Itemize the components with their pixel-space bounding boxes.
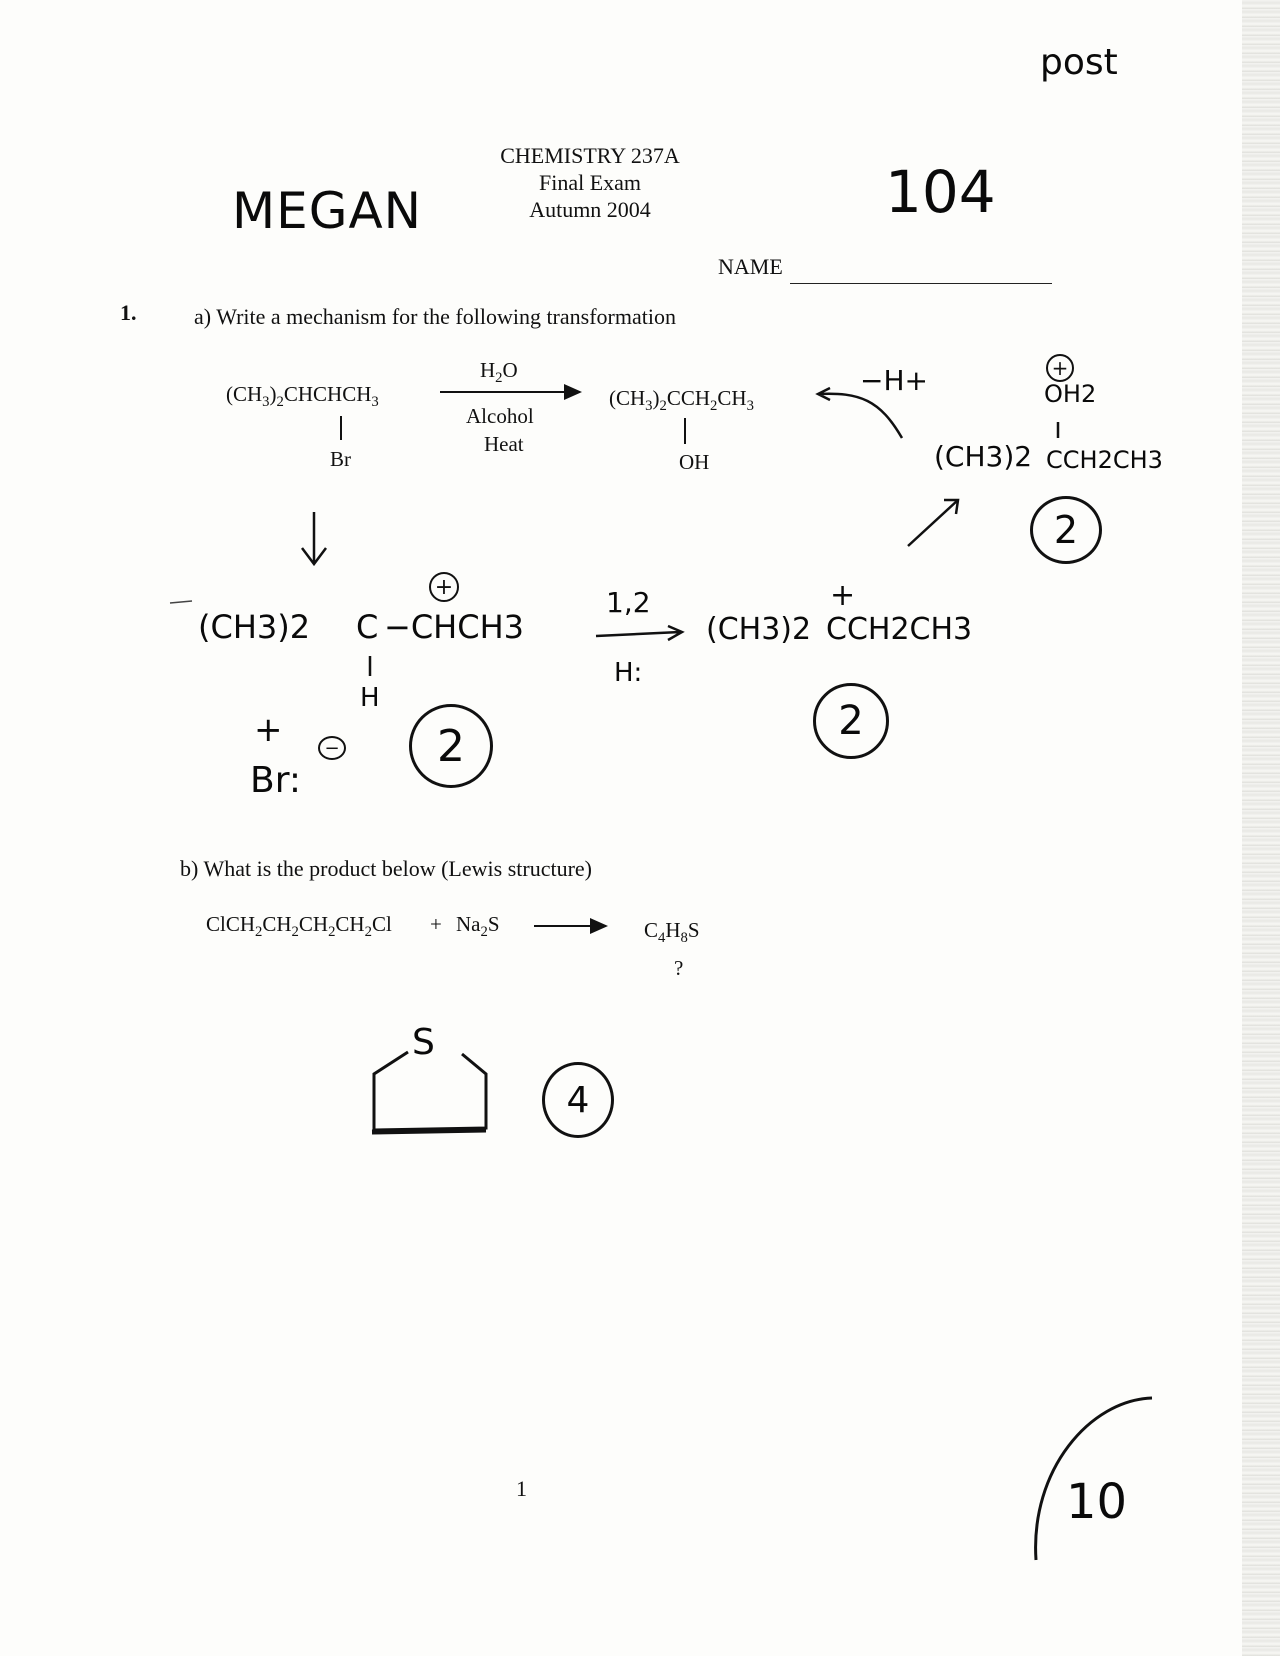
carbocation-2-charge: + [830, 578, 856, 613]
product-substituent: OH [679, 450, 710, 474]
reagent-alcohol: Alcohol [466, 404, 534, 428]
diagonal-arrow [908, 500, 958, 546]
part-b-text: What is the product below (Lewis structure) [203, 856, 592, 881]
part-b-reagent: $Na_2S$ [456, 912, 500, 941]
points-step1: 2 [409, 704, 493, 788]
reactant-substituent: Br [330, 447, 351, 471]
course-title: CHEMISTRY 237A [500, 143, 680, 168]
points-step2: 2 [813, 683, 889, 759]
post-annotation: post [1040, 42, 1118, 83]
leading-dash [170, 601, 192, 603]
reagent-water: $H_2O$ [480, 358, 518, 387]
part-a-text: Write a mechanism for the following transformation [216, 304, 676, 329]
exam-term: Autumn 2004 [529, 197, 651, 222]
carbocation-1-carbon: C [356, 608, 379, 646]
question-number: 1. [120, 300, 137, 325]
carbocation-2-left: (CH3)2 [706, 612, 812, 647]
thiolane-ring [374, 1052, 486, 1130]
part-b-label: b) [180, 856, 199, 881]
name-label: NAME [718, 254, 783, 279]
carbocation-1-left: (CH3)2 [198, 608, 311, 646]
page-number: 1 [516, 1476, 527, 1501]
student-name: MEGAN [232, 182, 423, 240]
carbocation-2-right: CCH2CH3 [826, 612, 973, 647]
bromide-plus: + [254, 710, 283, 750]
points-step3: 2 [1030, 496, 1102, 564]
hydride-shift-arrow [596, 626, 682, 640]
product-formula: $(CH_3)_2CCH_2CH_3$ [609, 386, 754, 415]
oxonium-charge: + [1046, 354, 1074, 382]
hydride-shift-label: 1,2 [606, 586, 651, 619]
total-score-circle [1036, 1398, 1152, 1560]
total-score: 10 [1066, 1474, 1128, 1530]
deprotonation-label: −H+ [860, 364, 928, 397]
curved-arrow [818, 388, 902, 438]
part-b-reactant: $ClCH_2CH_2CH_2CH_2Cl$ [206, 912, 392, 941]
exam-title: Final Exam [538, 170, 642, 195]
part-b-plus: + [430, 912, 442, 936]
oxonium-left: (CH3)2 [934, 440, 1033, 473]
bromide-ion: Br: [250, 760, 301, 801]
oxonium-group: OH2 [1044, 380, 1097, 408]
reactant-formula: $(CH_3)_2CHCHCH_3$ [226, 382, 379, 411]
part-a-label: a) [194, 304, 212, 329]
part-b-product-formula: $C_4H_8S$ [644, 918, 700, 947]
carbocation-1-right: −CHCH3 [384, 608, 524, 646]
thiolane-sulfur: S [412, 1022, 435, 1063]
hydride-label: H: [614, 658, 643, 688]
oxonium-right: CCH2CH3 [1046, 446, 1163, 474]
points-part-b: 4 [542, 1062, 614, 1138]
reagent-heat: Heat [484, 432, 524, 456]
bromide-charge: − [318, 736, 346, 760]
exam-number: 104 [885, 158, 996, 226]
carbocation-1-charge: + [429, 572, 459, 602]
down-arrow [302, 512, 326, 564]
part-b-question-mark: ? [674, 956, 684, 980]
carbocation-1-hydrogen: H [360, 683, 380, 713]
